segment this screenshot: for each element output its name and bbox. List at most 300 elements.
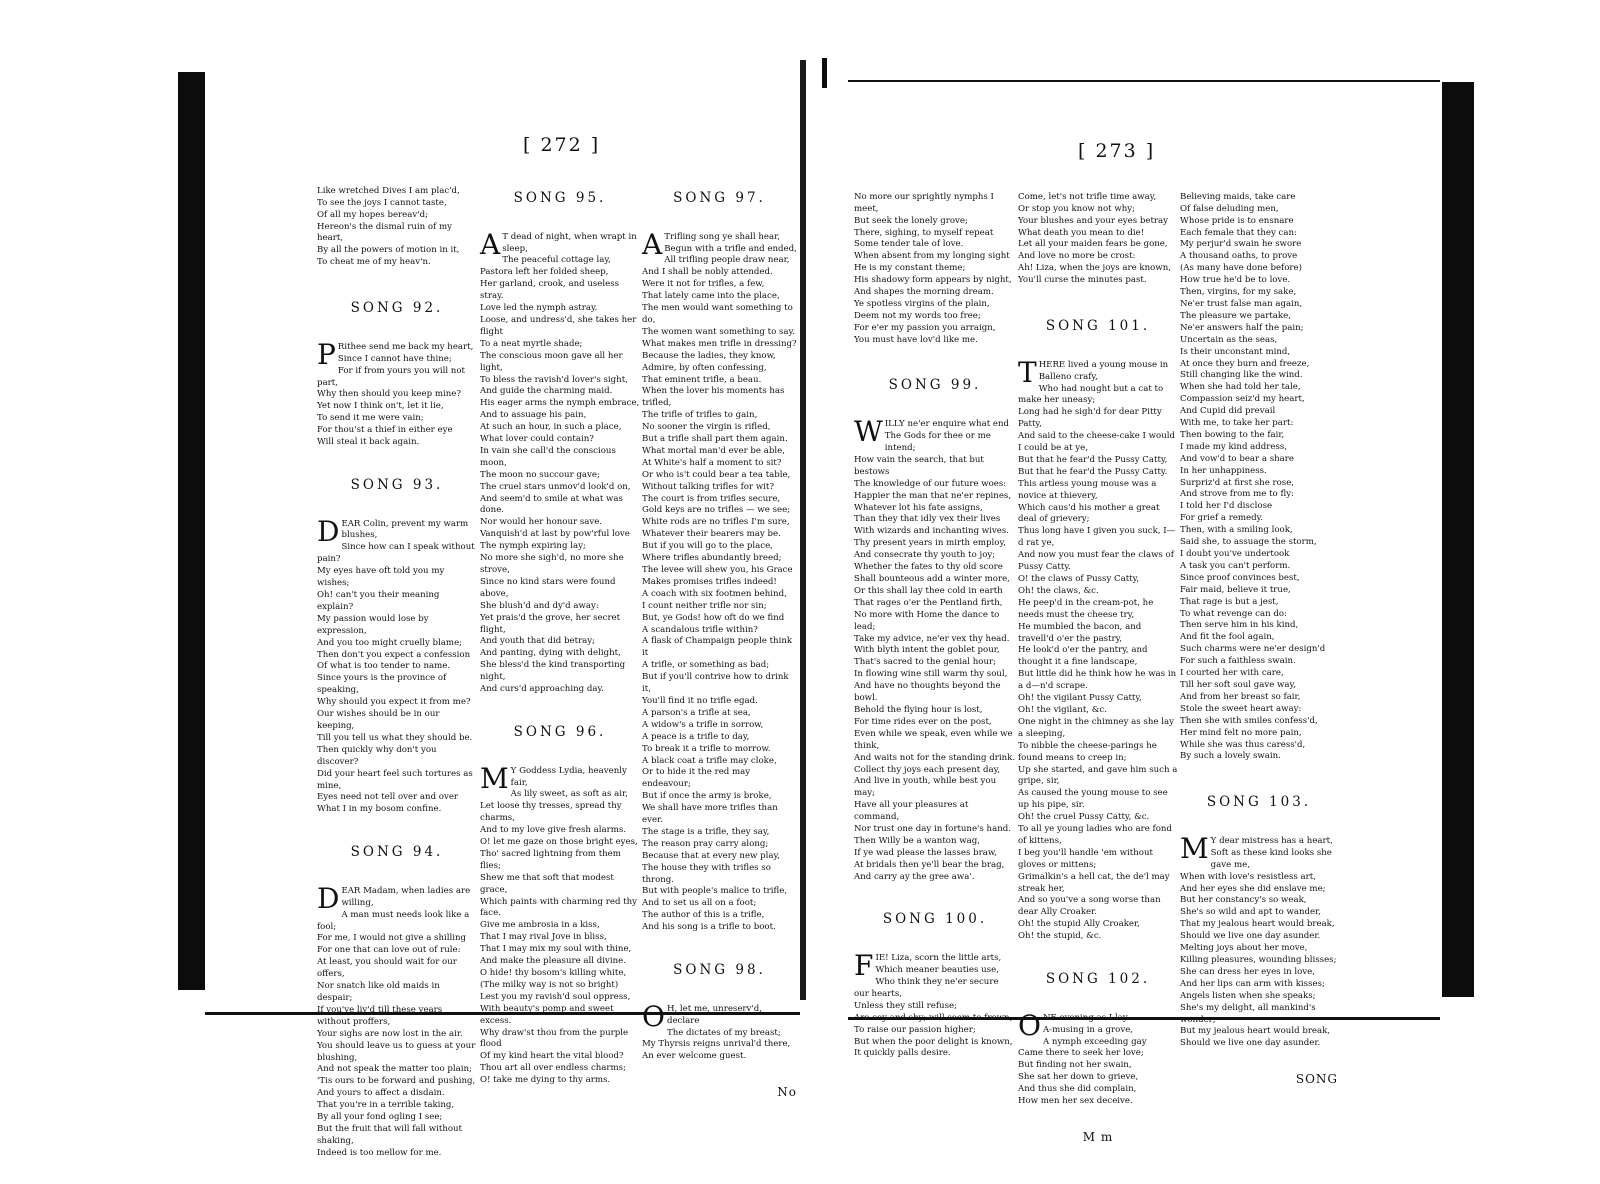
verse-line: Pastora left her folded sheep,	[480, 267, 609, 278]
verse-line: And curs'd approaching day.	[480, 684, 604, 695]
verse-line: Why draw'st thou from the purple flood	[480, 1027, 631, 1050]
verse-line: At once they burn and freeze,	[1180, 358, 1310, 369]
verse-line: Since yours is the province of speaking,	[317, 673, 449, 696]
verse-line: But if you will go to the place,	[642, 541, 773, 552]
verse-line: Will steal it back again.	[317, 437, 420, 448]
verse-line: Angels listen when she speaks;	[1180, 990, 1316, 1001]
verse-line: No more our sprightly nymphs I meet,	[854, 191, 997, 214]
verse-line: Happier the man that ne'er repines,	[854, 490, 1012, 501]
verse-line: She bless'd the kind transporting night,	[480, 660, 628, 683]
verse-line: By all the powers of motion in it,	[317, 245, 460, 256]
verse-line: And waits not for the standing drink.	[854, 752, 1016, 763]
verse-line: Because the ladies, they know,	[642, 350, 776, 361]
song-93-initial: D	[317, 514, 340, 548]
verse-line: Y Goddess Lydia, heavenly fair,	[510, 765, 630, 788]
verse-line: But, ye Gods! how oft do we find	[642, 612, 785, 623]
verse-line: And make the pleasure all divine.	[480, 956, 626, 967]
verse-line: For one that can love out of rule:	[317, 945, 461, 956]
verse-line: HERE lived a young mouse in Balleno crafy,	[1038, 359, 1171, 382]
verse-line: 'Tis ours to be forward and pushing,	[317, 1076, 476, 1087]
verse-line: To send it me were vain;	[317, 413, 424, 424]
verse-line: A nymph exceeding gay	[1042, 1036, 1147, 1047]
verse-line: Her garland, crook, and useless stray.	[480, 279, 622, 302]
verse-line: He is my constant theme;	[854, 263, 966, 274]
verse-line: EAR Colin, prevent my warm blushes,	[341, 518, 471, 541]
verse-line: And her eyes she did enslave me;	[1180, 883, 1326, 894]
song-94-body	[317, 881, 479, 1160]
verse-line: And to assuage his pain,	[480, 410, 587, 421]
verse-line: Begun with a trifle and ended,	[664, 243, 797, 254]
verse-line: Nor snatch like old maids in despair;	[317, 981, 443, 1003]
verse-line: By such a lovely swain.	[1180, 751, 1281, 762]
verse-line: But finding not her swain,	[1018, 1060, 1132, 1071]
verse-line: Of false deluding men,	[1180, 203, 1279, 214]
verse-line: To see the joys I cannot taste,	[317, 197, 447, 208]
verse-line: What lover could contain?	[480, 434, 594, 445]
verse-line: And you too might cruelly blame;	[317, 637, 463, 648]
verse-line: A parson's a trifle at sea,	[642, 707, 751, 718]
song-99-initial: W	[854, 415, 883, 449]
verse-line: Who think they ne'er secure our hearts,	[854, 977, 1002, 999]
verse-line: She blush'd and dy'd away:	[480, 600, 599, 611]
verse-line: Surpriz'd at first she rose,	[1180, 477, 1295, 488]
verse-line: And now you must fear the claws of Pussy Catty.	[1018, 550, 1177, 573]
verse-line: She's so wild and apt to wander,	[1180, 907, 1321, 918]
verse-line: She can dress her eyes in love,	[1180, 966, 1315, 977]
verse-line: Loose, and undress'd, she takes her flight	[480, 314, 640, 337]
verse-line: Which paints with charming red thy face.	[480, 896, 640, 919]
verse-line: Whose pride is to ensnare	[1180, 215, 1294, 226]
verse-line: The stage is a trifle, they say,	[642, 826, 770, 837]
verse-line: A task you can't perform.	[1180, 560, 1291, 571]
verse-line: Is their unconstant mind,	[1180, 346, 1291, 357]
verse-line: At White's half a moment to sit?	[642, 457, 782, 468]
verse-line: Behold the flying hour is lost,	[854, 704, 983, 715]
verse-line: Long had he sigh'd for dear Pitty Patty,	[1018, 407, 1165, 430]
verse-line: When with love's resistless art,	[1180, 871, 1316, 882]
verse-line: Did your heart feel such tortures as mine,	[317, 768, 476, 791]
left-catchword: No	[777, 1085, 797, 1100]
verse-line: This artless young mouse was a novice at thievery,	[1018, 478, 1160, 501]
verse-line: With wizards and inchanting wives.	[854, 526, 1009, 537]
verse-line: Till you tell us what they should be.	[317, 732, 473, 743]
verse-line: Shew me that soft that modest grace,	[480, 872, 617, 895]
verse-line: Then serve him in his kind,	[1180, 620, 1299, 631]
verse-line: Up she started, and gave him such a gripe, sir,	[1018, 764, 1181, 787]
verse-line: For me, I would not give a shilling	[317, 933, 467, 944]
verse-line: Nor would her honour save.	[480, 517, 603, 528]
song-92-body	[317, 337, 477, 449]
verse-line: Oh! the stupid Ally Croaker,	[1018, 919, 1140, 930]
verse-line: That rage is but a jest,	[1180, 596, 1279, 607]
verse-line: Collect thy joys each present day,	[854, 764, 1001, 775]
verse-line: That you're in a terrible taking,	[317, 1100, 455, 1111]
verse-line: But seek the lonely grove;	[854, 215, 968, 226]
verse-line: He mumbled the bacon, and travell'd o'er the pastry,	[1018, 621, 1145, 644]
verse-line: Deem not my words too free;	[854, 310, 981, 321]
verse-line: Were it not for trifles, a few,	[642, 279, 765, 290]
verse-line: To raise our passion higher;	[854, 1024, 976, 1035]
verse-line: Each female that they can:	[1180, 227, 1297, 238]
center-gutter-edge	[800, 60, 806, 1000]
verse-line: Let loose thy tresses, spread thy charms,	[480, 801, 625, 824]
verse-line: As caused the young mouse to see up his pipe, sir.	[1018, 788, 1171, 811]
song-97-body	[642, 227, 797, 934]
verse-line: The nymph expiring lay;	[480, 541, 586, 552]
song-95-body	[480, 227, 640, 696]
verse-line: Let all your maiden fears be gone,	[1018, 239, 1168, 250]
verse-line: Where trifles abundantly breed;	[642, 553, 782, 564]
verse-line: What death you mean to die!	[1018, 227, 1145, 238]
verse-line: Eyes need not tell over and over	[317, 792, 459, 803]
verse-line: Then quickly why don't you discover?	[317, 744, 440, 767]
verse-line: Indeed is too mellow for me.	[317, 1147, 442, 1158]
verse-line: Fair maid, believe it true,	[1180, 584, 1291, 595]
verse-line: Oh! can't you their meaning explain?	[317, 590, 443, 612]
verse-line: That lately came into the place,	[642, 291, 780, 302]
verse-line: Admire, by often confessing,	[642, 362, 767, 373]
verse-line: As lily sweet, as soft as air,	[510, 789, 628, 800]
verse-line: But my jealous heart would break,	[1180, 1026, 1331, 1037]
verse-line: Rithee send me back my heart,	[337, 341, 474, 352]
song-100-body	[854, 949, 1016, 1060]
verse-line: What mortal man'd ever be able,	[642, 445, 785, 456]
verse-line: O! let me gaze on those bright eyes,	[480, 837, 638, 848]
verse-line: Yet prais'd the grove, her secret flight,	[480, 612, 623, 635]
verse-line: Since no kind stars were found above,	[480, 576, 619, 599]
verse-line: When she had told her tale,	[1180, 382, 1301, 393]
verse-line: We shall have more trifles than ever.	[642, 803, 781, 826]
verse-line: (The milky way is not so bright)	[480, 979, 619, 990]
verse-line: You should leave us to guess at your blushing,	[317, 1040, 479, 1063]
verse-line: But if you'll contrive how to drink it,	[642, 672, 792, 695]
verse-line: For such a faithless swain.	[1180, 656, 1296, 667]
verse-line: Then Willy be a wanton wag,	[854, 835, 980, 846]
verse-line: No more she sigh'd, no more she strove,	[480, 553, 627, 575]
verse-line: The reason pray carry along;	[642, 838, 769, 849]
verse-line: Then, virgins, for my sake,	[1180, 287, 1297, 298]
verse-line: For if from yours you will not part,	[317, 365, 468, 388]
verse-line: Stole the sweet heart away:	[1180, 703, 1302, 714]
verse-line: While she was thus caress'd,	[1180, 739, 1306, 750]
song-103-title: SONG 103.	[1206, 794, 1312, 811]
verse-line: Shall bounteous add a winter more,	[854, 574, 1010, 584]
verse-line: And his song is a trifle to boot.	[642, 922, 776, 933]
verse-line: The moon no succour gave;	[480, 469, 600, 480]
verse-line: Melting joys about her move,	[1180, 943, 1308, 954]
verse-line: The women want something to say.	[642, 326, 795, 337]
verse-line: O hide! thy bosom's killing white,	[480, 968, 627, 978]
verse-line: And her lips can arm with kisses;	[1180, 978, 1325, 989]
verse-line: And love no more be crost:	[1018, 251, 1136, 262]
verse-line: Without talking trifles for wit?	[642, 481, 774, 492]
verse-line: She sat her down to grieve,	[1018, 1072, 1139, 1083]
verse-line: Compassion seiz'd my heart,	[1180, 394, 1305, 405]
verse-line: My eyes have oft told you my wishes;	[317, 566, 448, 589]
verse-line: The Gods for thee or me intend;	[884, 431, 994, 454]
right-page	[848, 80, 1440, 1144]
verse-line: Love led the nymph astray.	[480, 303, 598, 314]
verse-line: Whether the fates to thy old score	[854, 562, 1003, 573]
verse-line: Give me ambrosia in a kiss,	[480, 920, 600, 931]
verse-line: A flask of Champaign people think it	[642, 636, 795, 659]
verse-line: That's sacred to the genial hour;	[854, 657, 997, 668]
verse-line: T dead of night, when wrapt in sleep,	[502, 231, 640, 254]
song-102-initial: O	[1018, 1008, 1041, 1042]
left-book-spine-edge	[178, 72, 208, 990]
verse-line: Killing pleasures, wounding blisses;	[1180, 955, 1337, 965]
verse-line: Our wishes should be in our keeping,	[317, 709, 443, 731]
song-100-initial: F	[854, 949, 874, 983]
verse-line: And guide the charming maid.	[480, 386, 613, 397]
verse-line: Oh! the vigilant Pussy Catty,	[1018, 693, 1142, 704]
verse-line: He peep'd in the cream-pot, he needs must the cheese try,	[1018, 597, 1157, 620]
verse-line: Because that at every new play,	[642, 850, 780, 861]
right-page-number: [ 273 ]	[1078, 140, 1156, 162]
verse-line: O! take me dying to thy arms.	[480, 1075, 611, 1086]
verse-line: Should we live one day asunder.	[1180, 1038, 1321, 1049]
verse-line: Should we live one day asunder.	[1180, 931, 1321, 942]
verse-line: A trifle, or something as bad;	[642, 660, 770, 671]
verse-line: The pleasure we partake,	[1180, 310, 1291, 321]
verse-line: And to my love give fresh alarms.	[480, 825, 627, 836]
verse-line: But the fruit that will fall without shaking,	[317, 1123, 465, 1146]
verse-line: That rages o'er the Pentland firth,	[854, 597, 1003, 608]
verse-line: Your blushes and your eyes betray	[1018, 215, 1169, 226]
verse-line: EAR Madam, when ladies are willing,	[341, 885, 473, 908]
verse-line: Even while we speak, even while we think,	[854, 728, 1016, 751]
verse-line: The conscious moon gave all her light,	[480, 350, 626, 373]
verse-line: And carry ay the gree awa'.	[854, 871, 975, 882]
verse-line: NE evening as I lay	[1042, 1012, 1128, 1023]
verse-line: Whatever lot his fate assigns,	[854, 502, 983, 513]
verse-line: And strove from me to fly:	[1180, 489, 1294, 500]
verse-line: That I may mix my soul with thine,	[480, 944, 632, 955]
song-94-initial: D	[317, 881, 340, 915]
right-book-edge	[1442, 82, 1474, 997]
verse-line: I made my kind address,	[1180, 441, 1288, 452]
verse-line: And have no thoughts beyond the bowl.	[854, 681, 1004, 704]
song-97-initial: A	[642, 227, 663, 261]
verse-line: To what revenge can do:	[1180, 608, 1287, 619]
verse-line: Oh! the cruel Pussy Catty, &c.	[1018, 812, 1150, 823]
verse-line: White rods are no trifles I'm sure,	[642, 517, 790, 528]
verse-line: Whatever their bearers may be.	[642, 529, 781, 540]
verse-line: Or who is't could bear a tea table,	[642, 469, 791, 480]
verse-line: When absent from my longing sight	[854, 251, 1010, 262]
verse-line: A man must needs look like a fool;	[317, 909, 472, 932]
verse-line: And Cupid did prevail	[1180, 406, 1276, 417]
verse-line: And I shall be nobly attended.	[642, 267, 773, 278]
verse-line: Gold keys are no trifles — we see;	[642, 505, 791, 516]
verse-line: The levee will shew you, his Grace	[642, 565, 793, 575]
verse-line: A black coat a trifle may cloke,	[642, 755, 777, 766]
verse-line: And youth that did betray;	[480, 636, 596, 647]
left-page	[205, 72, 800, 1158]
verse-line: But with people's malice to trifle,	[642, 886, 788, 897]
verse-line: And vow'd to bear a share	[1180, 453, 1294, 464]
right-column-2	[1018, 168, 1181, 1144]
verse-line: Have all your pleasures at command,	[854, 800, 972, 823]
verse-line: How men her sex deceive.	[1018, 1096, 1133, 1107]
verse-line: In vain she call'd the conscious moon,	[480, 445, 619, 468]
verse-line: Grimalkin's a hell cat, the de'l may streak her,	[1018, 871, 1173, 894]
verse-line: Since I cannot have thine;	[337, 353, 452, 364]
verse-line: For e'er my passion you arraign,	[854, 322, 996, 333]
verse-line: But that he fear'd the Pussy Catty,	[1018, 454, 1168, 465]
song-102-body	[1018, 1008, 1178, 1108]
verse-line: A thousand oaths, to prove	[1180, 251, 1298, 262]
verse-line: And so you've a song worse than dear Ally Croaker.	[1018, 895, 1164, 918]
verse-line: You must have lov'd like me.	[854, 334, 978, 345]
song-101-title: SONG 101.	[1045, 317, 1151, 334]
verse-line: Thus long have I given you suck, I—d rat ye,	[1018, 526, 1176, 549]
verse-line: Then bowing to the fair,	[1180, 429, 1285, 440]
verse-line: O! the claws of Pussy Catty,	[1018, 574, 1140, 584]
verse-line: The men would want something to do,	[642, 303, 796, 325]
verse-line: Which meaner beauties use,	[875, 965, 999, 976]
verse-line: All trifling people draw near,	[664, 255, 790, 266]
verse-line: That eminent trifle, a beau.	[642, 374, 762, 385]
verse-line: Such charms were ne'er design'd	[1180, 644, 1326, 655]
verse-line: He look'd o'er the pantry, and thought it a fine landscape,	[1018, 645, 1151, 668]
verse-line: By all your fond ogling I see;	[317, 1112, 443, 1123]
verse-line: Like wretched Dives I am plac'd,	[317, 185, 460, 196]
song-96-initial: M	[480, 761, 509, 795]
verse-line: The peaceful cottage lay,	[502, 255, 611, 266]
verse-line: The author of this is a trifle,	[642, 910, 765, 921]
song-93-title: SONG 93.	[350, 476, 444, 493]
right-col1-top-stanza	[854, 192, 1016, 347]
verse-line: Take my advice, ne'er vex thy head.	[854, 633, 1010, 644]
verse-line: My perjur'd swain he swore	[1180, 239, 1302, 250]
verse-line: That my jealous heart would break,	[1180, 919, 1335, 930]
song-99-title: SONG 99.	[888, 377, 982, 394]
verse-line: Soft as these kind looks she gave me,	[1210, 847, 1335, 870]
left-page-number: [ 272 ]	[523, 134, 601, 156]
verse-line: Why then should you keep mine?	[317, 389, 461, 400]
verse-line: Since how can I speak without pain?	[317, 542, 478, 565]
verse-line: I courted her with care,	[1180, 668, 1284, 679]
verse-line: Some tender tale of love.	[854, 239, 964, 250]
verse-line: Nor trust one day in fortune's hand.	[854, 824, 1011, 835]
song-103-body	[1180, 831, 1338, 1050]
left-column-1	[317, 162, 479, 1158]
verse-line: Lest you my ravish'd soul oppress,	[480, 991, 631, 1002]
verse-line: With beauty's pomp and sweet excess.	[480, 1003, 617, 1026]
verse-line: In flowing wine still warm thy soul,	[854, 669, 1008, 680]
verse-line: Unless they still refuse;	[854, 1000, 957, 1011]
verse-line: Since proof convinces best,	[1180, 572, 1300, 583]
verse-line: The trifle of trifles to gain,	[642, 410, 758, 421]
song-101-body	[1018, 355, 1181, 943]
verse-line: A scandalous trifle within?	[642, 624, 758, 635]
verse-line: There, sighing, to myself repeat	[854, 227, 994, 238]
song-103-initial: M	[1180, 831, 1209, 865]
verse-line: Ne'er answers half the pain;	[1180, 322, 1304, 333]
verse-line: To cheat me of my heav'n.	[317, 257, 431, 268]
verse-line: An ever welcome guest.	[642, 1051, 747, 1062]
right-col2-top-stanza	[1018, 192, 1178, 287]
verse-line: And panting, dying with delight,	[480, 648, 621, 659]
verse-line: My Thyrsis reigns unrival'd there,	[642, 1039, 791, 1050]
verse-line: The house they with trifles so throng.	[642, 862, 774, 885]
verse-line: Ye spotless virgins of the plain,	[854, 298, 990, 309]
verse-line: And consecrate thy youth to joy;	[854, 550, 996, 561]
verse-line: If you've liv'd till these years without proffers,	[317, 1004, 445, 1027]
verse-line: Hereon's the dismal ruin of my heart,	[317, 221, 455, 244]
verse-line: Oh! the vigilant, &c.	[1018, 704, 1107, 715]
verse-line: Till her soft soul gave way,	[1180, 679, 1296, 690]
verse-line: But when the poor delight is known,	[854, 1036, 1013, 1047]
verse-line: Are coy and shy; will seem to frown,	[854, 1012, 1013, 1023]
song-93-body	[317, 514, 478, 817]
verse-line: Of what is too tender to name.	[317, 661, 451, 672]
left-column-2	[480, 162, 640, 1086]
verse-line: For grief a remedy.	[1180, 513, 1264, 524]
verse-line: The knowledge of our future woes:	[854, 478, 1007, 489]
verse-line: My passion would lose by expression,	[317, 613, 432, 636]
song-96-body	[480, 761, 640, 1087]
song-92-title: SONG 92.	[350, 299, 444, 316]
verse-line: Came there to seek her love;	[1018, 1048, 1144, 1059]
verse-line: No more with Home the dance to lead;	[854, 609, 1003, 632]
verse-line: Why should you expect it from me?	[317, 697, 471, 708]
verse-line: What I in my bosom confine.	[317, 804, 442, 815]
song-95-initial: A	[480, 227, 501, 261]
verse-line: Which caus'd his mother a great deal of grievery;	[1018, 502, 1163, 525]
verse-line: And said to the cheese-cake I would I could be at ye,	[1018, 431, 1178, 454]
verse-line: For time rides ever on the post,	[854, 716, 992, 727]
verse-line: Who had nought but a cat to make her uneasy;	[1018, 383, 1166, 406]
verse-line: And shapes the morning dream.	[854, 287, 994, 298]
verse-line: But her constancy's so weak,	[1180, 895, 1307, 906]
song-98-title: SONG 98.	[673, 961, 766, 978]
verse-line: Oh! the stupid, &c.	[1018, 931, 1102, 942]
verse-line: How vain the search, that but bestows	[854, 454, 987, 477]
verse-line: And fit the fool again,	[1180, 632, 1275, 643]
verse-line: But if once the army is broke,	[642, 791, 772, 802]
verse-line: You'll find it no trifle egad.	[642, 695, 758, 706]
verse-line: And live in youth, while best you may;	[854, 776, 999, 799]
verse-line: Or to hide it the red may endeavour;	[642, 767, 753, 790]
verse-line: Oh! the claws, &c.	[1018, 585, 1099, 596]
verse-line: To all ye young ladies who are fond of kittens,	[1018, 824, 1175, 846]
verse-line: For thou'st a thief in either eye	[317, 425, 453, 436]
verse-line: His eager arms the nymph embrace,	[480, 398, 640, 409]
verse-line: And not speak the matter too plain;	[317, 1064, 472, 1075]
song-96-title: SONG 96.	[513, 723, 607, 740]
verse-line: And yours to affect a disdain.	[317, 1088, 445, 1099]
verse-line: Or this shall lay thee cold in earth	[854, 585, 1003, 596]
song-101-initial: T	[1018, 355, 1037, 389]
verse-line: How true he'd be to love.	[1180, 275, 1291, 286]
verse-line: To break it a trifle to morrow.	[642, 743, 771, 754]
song-95-title: SONG 95.	[513, 189, 607, 206]
verse-line: At bridals then ye'll bear the brag,	[854, 859, 1005, 870]
verse-line: To bless the ravish'd lover's sight,	[480, 374, 628, 385]
song-100-title: SONG 100.	[882, 911, 988, 928]
verse-line: That I may rival Jove in bliss,	[480, 932, 607, 943]
verse-line: Ne'er trust false man again,	[1180, 298, 1303, 309]
verse-line: Then, with a smiling look,	[1180, 525, 1293, 536]
song-92-initial: P	[317, 337, 336, 371]
verse-line: With me, to take her part:	[1180, 418, 1294, 429]
verse-line: I beg you'll handle 'em without gloves or mittens;	[1018, 847, 1156, 870]
verse-line: But little did he think how he was in a d—n'd scrape.	[1018, 669, 1179, 692]
verse-line: Her mind felt no more pain,	[1180, 727, 1302, 738]
verse-line: You'll curse the minutes past.	[1018, 275, 1147, 286]
